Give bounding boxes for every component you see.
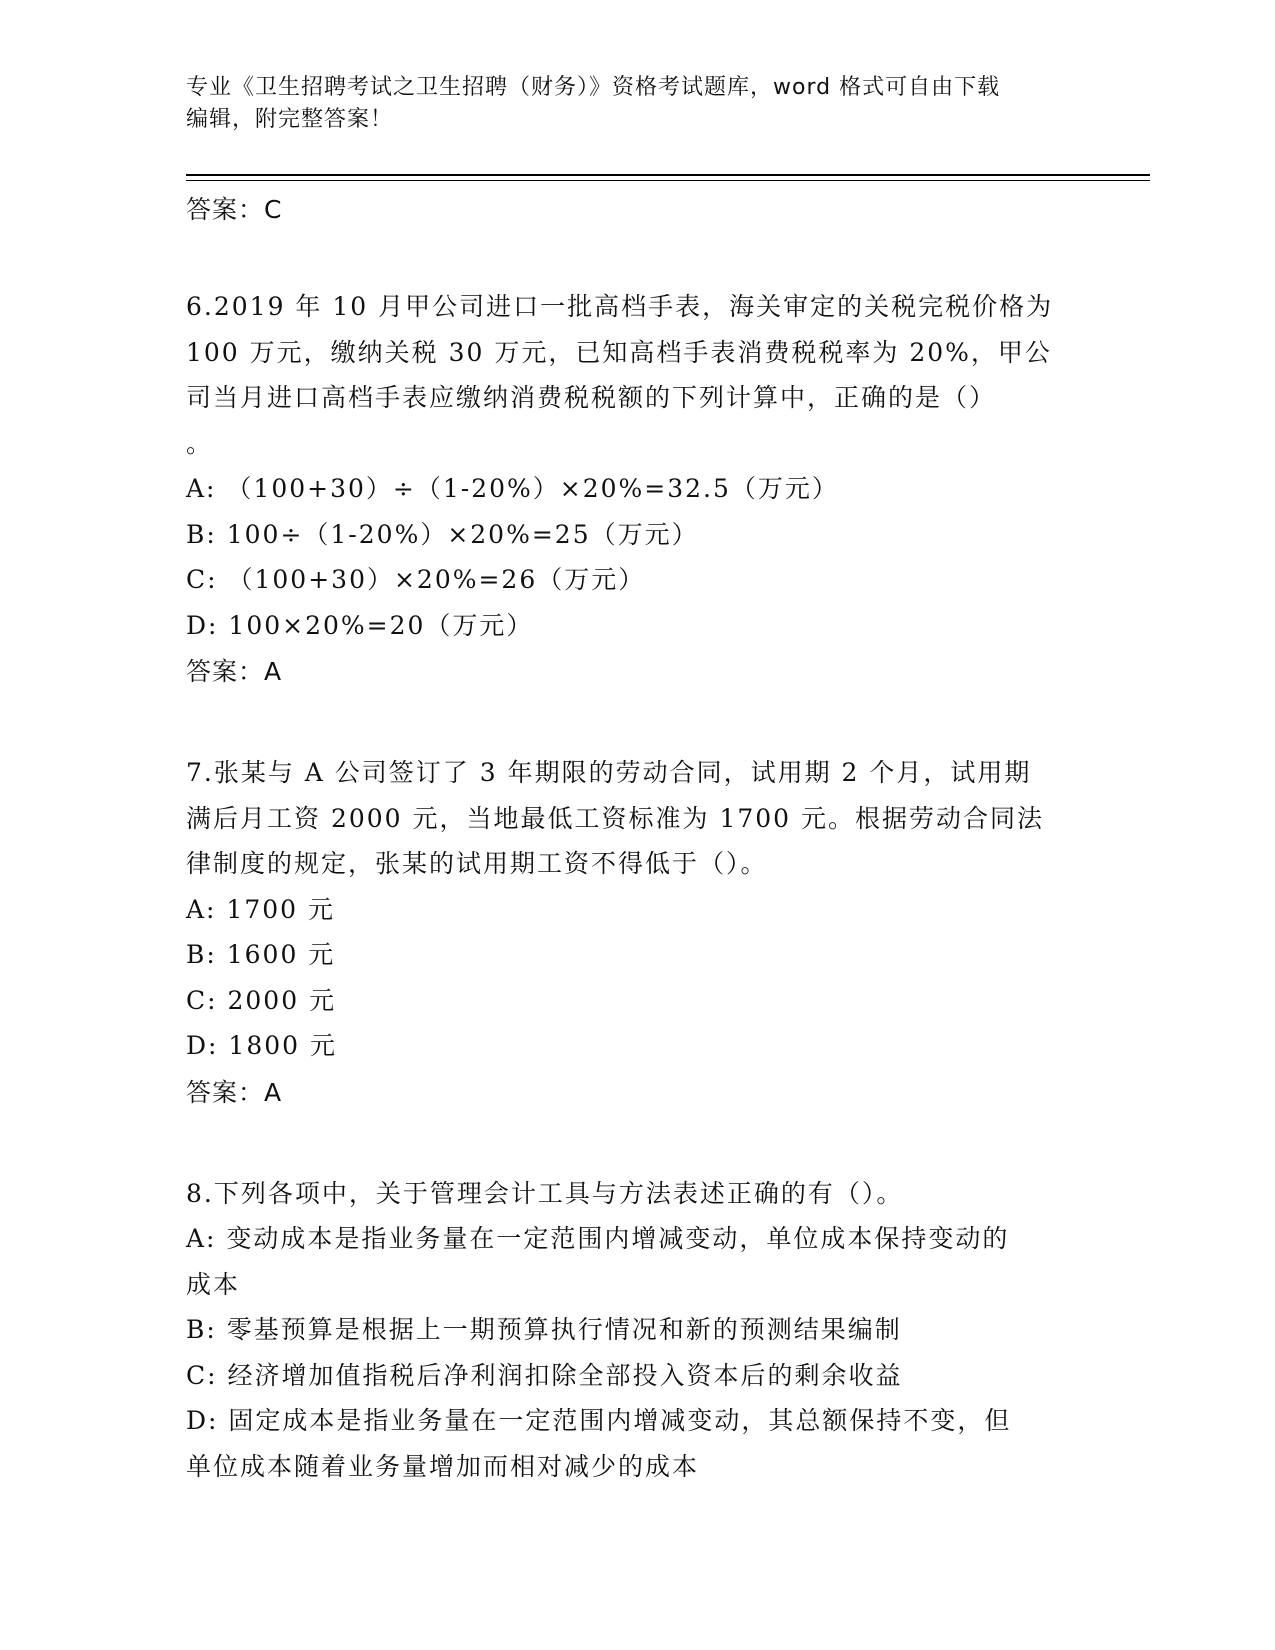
answer: 答案：A — [186, 1077, 283, 1107]
stem-line: 7.张某与 A 公司签订了 3 年期限的劳动合同，试用期 2 个月，试用期 — [186, 758, 1032, 787]
option-d: D: 100×20%=20（万元） — [186, 610, 534, 640]
option-d: D: 1800 元 — [186, 1031, 337, 1060]
answer: 答案：A — [186, 657, 283, 686]
stem-line: 律制度的规定，张某的试用期工资不得低于（）。 — [186, 849, 768, 878]
question-7 — [186, 750, 1086, 1117]
stem-line: 。 — [186, 428, 214, 458]
stem-line: 8.下列各项中，关于管理会计工具与方法表述正确的有（）。 — [186, 1178, 904, 1208]
question-stem — [186, 1171, 1086, 1217]
header-line: 编辑，附完整答案！ — [186, 107, 394, 132]
option-d: D: 固定成本是指业务量在一定范围内增减变动，其总额保持不变，但 — [186, 1406, 1012, 1435]
option-c: C: （100+30）×20%=26（万元） — [186, 565, 646, 594]
header-line: 专业《卫生招聘考试之卫生招聘（财务）》资格考试题库，word 格式可自由下载 — [186, 75, 1001, 100]
question-stem — [186, 284, 1086, 466]
question-8 — [186, 1171, 1086, 1490]
option-c: C: 2000 元 — [186, 985, 337, 1015]
option-a-continued: 成本 — [186, 1269, 241, 1299]
previous-answer: 答案：C — [186, 195, 283, 224]
question-list — [186, 186, 1086, 1489]
question-6 — [186, 284, 1086, 696]
header-divider-thick — [186, 174, 1150, 176]
option-b: B: 1600 元 — [186, 940, 336, 969]
option-a: A: （100+30）÷（1-20%）×20%=32.5（万元） — [186, 474, 839, 503]
option-d-continued: 单位成本随着业务量增加而相对减少的成本 — [186, 1451, 700, 1481]
option-c: C: 经济增加值指税后净利润扣除全部投入资本后的剩余收益 — [186, 1360, 903, 1390]
option-a: A: 1700 元 — [186, 894, 335, 924]
option-a: A: 变动成本是指业务量在一定范围内增减变动，单位成本保持变动的 — [186, 1224, 1010, 1253]
stem-line: 满后月工资 2000 元，当地最低工资标准为 1700 元。根据劳动合同法 — [186, 803, 1045, 833]
question-stem — [186, 750, 1086, 887]
stem-line: 司当月进口高档手表应缴纳消费税税额的下列计算中，正确的是（） — [186, 383, 997, 412]
header-divider-thin — [186, 180, 1150, 181]
document-header — [186, 72, 1086, 136]
option-b: B: 零基预算是根据上一期预算执行情况和新的预测结果编制 — [186, 1315, 902, 1344]
stem-line: 6.2019 年 10 月甲公司进口一批高档手表，海关审定的关税完税价格为 — [186, 292, 1054, 321]
stem-line: 100 万元，缴纳关税 30 万元，已知高档手表消费税税率为 20%，甲公 — [186, 337, 1052, 367]
option-b: B: 100÷（1-20%）×20%=25（万元） — [186, 519, 699, 549]
